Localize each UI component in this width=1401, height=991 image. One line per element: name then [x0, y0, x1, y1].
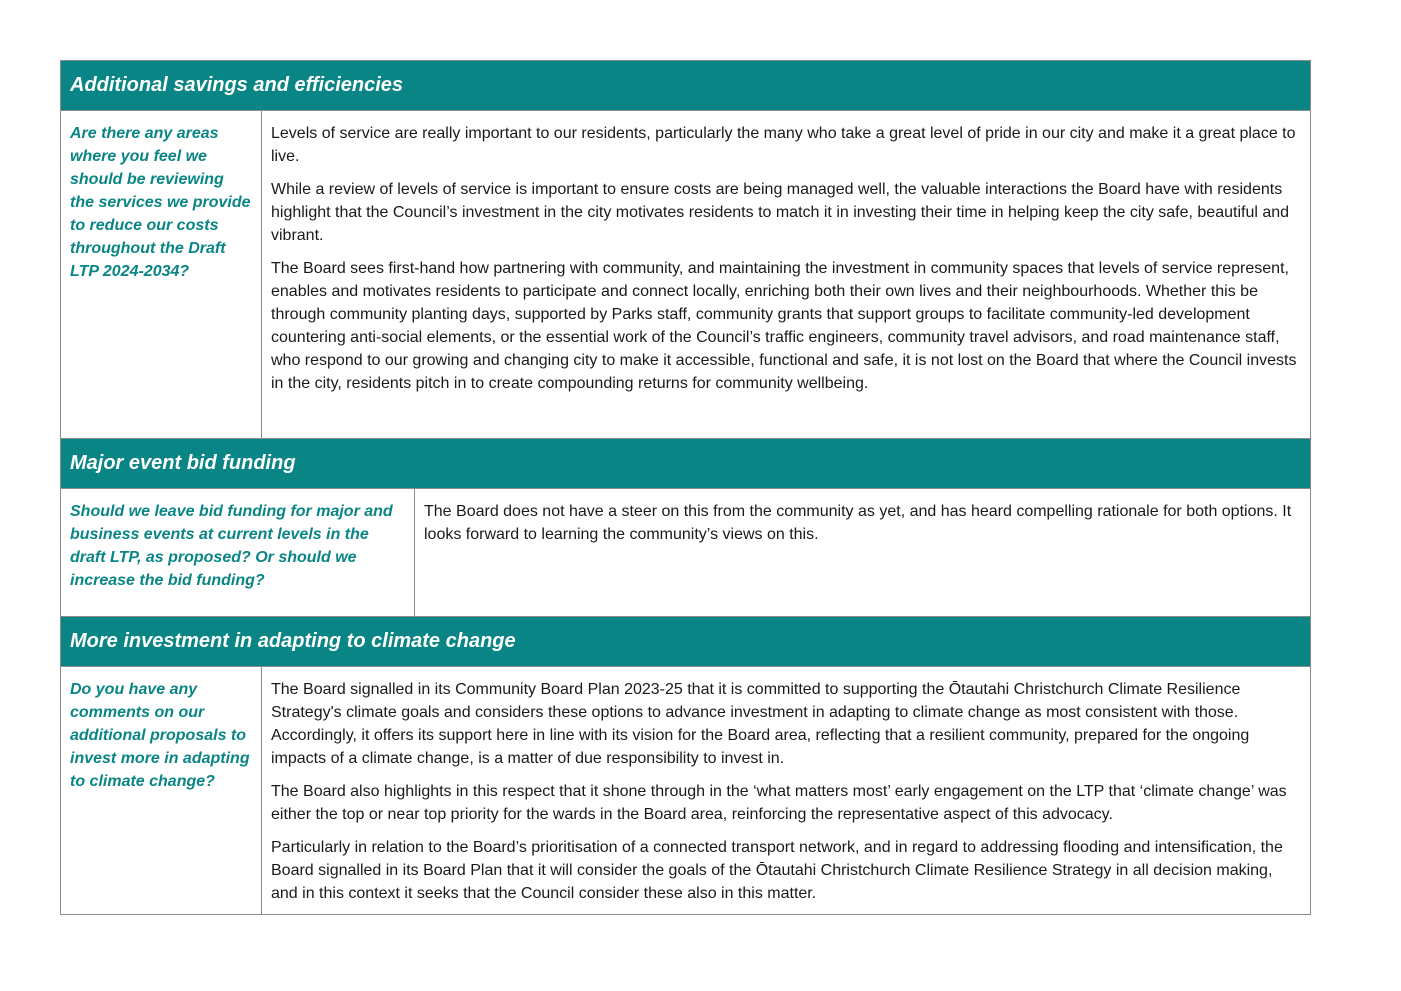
- answer-paragraph: While a review of levels of service is important to ensure costs are being managed well, the valuable interactions the Board have with residents highlight that the Council’s investment in the city motivates residents to match it in investing their time in helping keep the city safe, beautiful and vibrant.: [271, 181, 1290, 244]
- answer-paragraph: The Board signalled in its Community Board Plan 2023-25 that it is committed to supporting the Ōtautahi Christchurch Climate Resilience Strategy's climate goals and considers these options to advance investment in adapting to climate change as most consistent with those. Accordingly, it offers its support here in line with its vision for the Board area, reflecting that a resilient community, prepared for the ongoing impacts of a climate change, is a matter of due responsibility to invest in.: [271, 681, 1250, 767]
- question-climate: Do you have any comments on our additional proposals to invest more in adapting to climate change?: [61, 667, 262, 914]
- section-header-savings: Additional savings and efficiencies: [61, 61, 1310, 111]
- submission-table: [60, 60, 1311, 915]
- question-event-bid: Should we leave bid funding for major and business events at current levels in the draft LTP, as proposed? Or should we increase the bid funding?: [61, 489, 415, 616]
- answer-paragraph: Particularly in relation to the Board’s prioritisation of a connected transport network, and in regard to addressing flooding and intensification, the Board signalled in its Board Plan that it will consider the goals of the Ōtautahi Christchurch Climate Resilience Strategy in all decision making, and in this context it seeks that the Council consider these also in this matter.: [271, 839, 1283, 902]
- question-savings: Are there any areas where you feel we should be reviewing the services we provide to reduce our costs throughout the Draft LTP 2024-2034?: [61, 111, 262, 438]
- section-row-climate: [61, 667, 1310, 914]
- answer-paragraph: The Board does not have a steer on this from the community as yet, and has heard compelling rationale for both options. It looks forward to learning the community’s views on this.: [424, 503, 1292, 543]
- answer-event-bid: [415, 489, 1310, 616]
- answer-climate: [262, 667, 1310, 914]
- answer-paragraph: Levels of service are really important to our residents, particularly the many who take a great level of pride in our city and make it a great place to live.: [271, 125, 1296, 165]
- answer-savings: [262, 111, 1310, 438]
- section-header-climate: More investment in adapting to climate change: [61, 617, 1310, 667]
- answer-paragraph: The Board also highlights in this respect that it shone through in the ‘what matters most’ early engagement on the LTP that ‘climate change’ was either the top or near top priority for the wards in the Board area, reinforcing the representative aspect of this advocacy.: [271, 783, 1287, 823]
- section-row-event-bid: [61, 489, 1310, 617]
- section-header-event-bid: Major event bid funding: [61, 439, 1310, 489]
- section-row-savings: [61, 111, 1310, 439]
- answer-paragraph: The Board sees first-hand how partnering with community, and maintaining the investment in community spaces that levels of service represent, enables and motivates residents to participate and connect locally, enriching both their own lives and their neighbourhoods. Whether this be through community planting days, supported by Parks staff, community grants that support groups to facilitate community-led development countering anti-social elements, or the essential work of the Council’s traffic engineers, community travel advisors, and road maintenance staff, who respond to our growing and changing city to make it accessible, functional and safe, it is not lost on the Board that where the Council invests in the city, residents pitch in to create compounding returns for community wellbeing.: [271, 260, 1297, 392]
